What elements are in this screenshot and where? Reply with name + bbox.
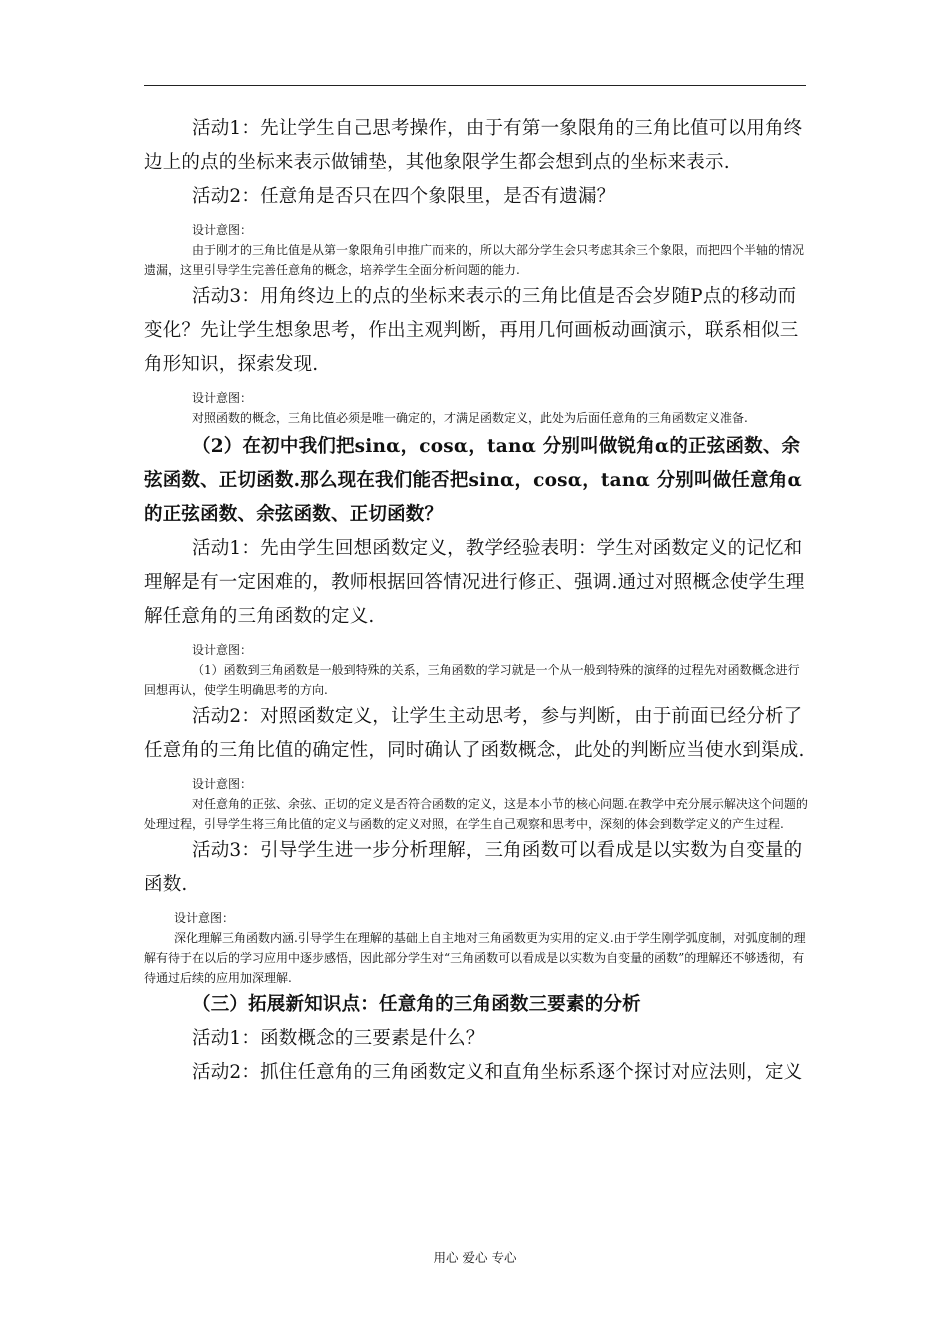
design-intent-text: 深化理解三角函数内涵.引导学生在理解的基础上自主地对三角函数更为实用的定义.由于学生刚学弧度制，对弧度制的理解有待于在以后的学习应用中逐步感悟，因此部分学生对“三角函数可以看成是以实数为自变量的函数”的理解还不够透彻，有待通过后续的应用加深理解. bbox=[144, 931, 806, 985]
document-body bbox=[144, 112, 808, 1090]
question-2-heading: （2）在初中我们把sinα，cosα，tanα 分别叫做锐角α的正弦函数、余弦函数、正切函数.那么现在我们能否把sinα，cosα，tanα 分别叫做任意角α的正弦函数、余弦函数、正切函数？ bbox=[144, 436, 802, 525]
activity-2-paragraph: 活动2：任意角是否只在四个象限里，是否有遗漏？ bbox=[192, 186, 616, 207]
activity-2-paragraph: 活动2：对照函数定义，让学生主动思考，参与判断，由于前面已经分析了任意角的三角比值的确定性，同时确认了函数概念，此处的判断应当使水到渠成. bbox=[144, 706, 805, 761]
design-intent-text: （1）函数到三角函数是一般到特殊的关系，三角函数的学习就是一个从一般到特殊的演绎的过程先对函数概念进行回想再认，使学生明确思考的方向. bbox=[144, 663, 800, 697]
page-footer: 用心 爱心 专心 bbox=[433, 1250, 517, 1265]
activity-1-paragraph: 活动1：先让学生自己思考操作，由于有第一象限角的三角比值可以用角终边上的点的坐标来表示做铺垫，其他象限学生都会想到点的坐标来表示. bbox=[144, 118, 803, 173]
activity-3-paragraph: 活动3：用角终边上的点的坐标来表示的三角比值是否会岁随P点的移动而变化？先让学生想象思考，作出主观判断，再用几何画板动画演示，联系相似三角形知识，探索发现. bbox=[144, 286, 799, 375]
design-intent-heading: 设计意图： bbox=[192, 643, 253, 657]
header-rule bbox=[144, 85, 806, 86]
activity-1-paragraph: 活动1：函数概念的三要素是什么？ bbox=[192, 1028, 485, 1049]
activity-3-paragraph: 活动3：引导学生进一步分析理解，三角函数可以看成是以实数为自变量的函数. bbox=[144, 840, 803, 895]
activity-2-paragraph: 活动2：抓住任意角的三角函数定义和直角坐标系逐个探讨对应法则，定义 bbox=[192, 1062, 803, 1083]
design-intent-heading: 设计意图： bbox=[192, 777, 253, 791]
activity-1-paragraph: 活动1：先由学生回想函数定义，教学经验表明：学生对函数定义的记忆和理解是有一定困难的，教师根据回答情况进行修正、强调.通过对照概念使学生理解任意角的三角函数的定义. bbox=[144, 538, 805, 627]
design-intent-text: 对照函数的概念，三角比值必须是唯一确定的，才满足函数定义，此处为后面任意角的三角函数定义准备. bbox=[192, 411, 748, 425]
design-intent-text: 由于刚才的三角比值是从第一象限角引申推广而来的，所以大部分学生会只考虑其余三个象限，而把四个半轴的情况遗漏，这里引导学生完善任意角的概念，培养学生全面分析问题的能力. bbox=[144, 243, 805, 277]
design-intent-heading: 设计意图： bbox=[174, 911, 235, 925]
design-intent-heading: 设计意图： bbox=[192, 391, 253, 405]
design-intent-heading: 设计意图： bbox=[192, 223, 253, 237]
design-intent-text: 对任意角的正弦、余弦、正切的定义是否符合函数的定义，这是本小节的核心问题.在教学中充分展示解决这个问题的处理过程，引导学生将三角比值的定义与函数的定义对照，在学生自己观察和思考中，深刻的体会到数学定义的产生过程. bbox=[144, 797, 808, 831]
section-3-heading: （三）拓展新知识点：任意角的三角函数三要素的分析 bbox=[192, 994, 641, 1015]
